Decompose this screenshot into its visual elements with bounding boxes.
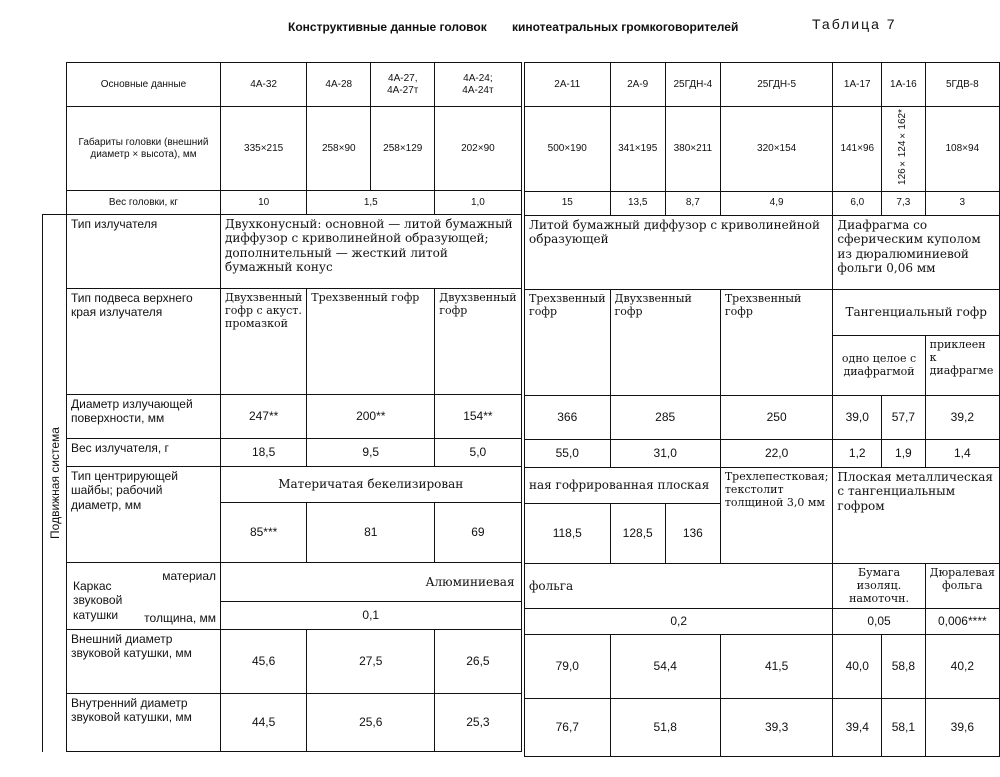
outer-2a11: 79,0 xyxy=(525,634,611,698)
table-title-right: кинотеатральных громкоговорителей xyxy=(512,20,739,34)
frame-thickness-5gdv8: 0,006**** xyxy=(925,608,999,634)
emitter-right-b: Диафрагма со сферическим куполом из дюралюминиевой фольги 0,06 мм xyxy=(833,215,1000,289)
inner-1a16: 58,1 xyxy=(882,698,926,756)
row-label-frame-thickness: толщина, мм xyxy=(144,610,216,625)
row-label-dims: Габариты головки (внешний диаметр × высота), мм xyxy=(67,107,221,191)
model-1a17: 1А-17 xyxy=(833,63,882,107)
diam-4a28-27: 200** xyxy=(307,395,435,439)
row-label-frame-material: материал xyxy=(162,569,216,583)
dims-4a27: 258×129 xyxy=(371,107,435,191)
weight-5gdv8: 3 xyxy=(925,191,999,215)
susp-4a28-27: Трехзвенный гофр xyxy=(307,289,435,395)
inner-1a17: 39,4 xyxy=(833,698,882,756)
frame-thickness-left: 0,1 xyxy=(221,601,522,629)
row-label-frame-cell xyxy=(67,563,221,630)
washer-d-4a24: 69 xyxy=(435,503,521,563)
model-4a27: 4А-27, 4А-27т xyxy=(371,63,435,107)
frame-material-paper: Бумага изоляц. намоточн. xyxy=(833,563,925,608)
row-label-emitter-weight: Вес излучателя, г xyxy=(67,439,221,467)
model-2a9: 2А-9 xyxy=(610,63,665,107)
ew-2a9-25gdn4: 31,0 xyxy=(610,439,720,467)
ew-5gdv8: 1,4 xyxy=(925,439,999,467)
emitter-left: Двухконусный: основной — литой бумажный диффузор с криволинейной образующей; дополнительный — жесткий литой бумажный конус xyxy=(221,215,522,289)
weight-1a17: 6,0 xyxy=(833,191,882,215)
inner-4a24: 25,3 xyxy=(435,694,521,752)
susp-25gdn5: Трехзвенный гофр xyxy=(720,289,833,395)
emitter-right-a: Литой бумажный диффузор с криволинейной образующей xyxy=(525,215,833,289)
diam-4a24: 154** xyxy=(435,395,521,439)
washer-d-2a9: 128,5 xyxy=(610,503,665,563)
inner-2a9-25gdn4: 51,8 xyxy=(610,698,720,756)
dims-2a11: 500×190 xyxy=(525,107,611,192)
susp-4a32: Двухзвенный гофр с акуст. промазкой xyxy=(221,289,307,395)
washer-metal: Плоская металлическая с тангенциальным гофром xyxy=(833,467,1000,563)
washer-type-left: Материчатая бекелизирован xyxy=(221,467,522,503)
inner-5gdv8: 39,6 xyxy=(925,698,999,756)
model-2a11: 2А-11 xyxy=(525,63,611,107)
row-label-washer: Тип центрирующей шайбы; рабочий диаметр, мм xyxy=(67,467,221,563)
dims-1a16-cell xyxy=(882,107,926,192)
spec-table-left xyxy=(42,62,522,752)
washer-type-right: ная гофрированная плоская xyxy=(525,467,721,503)
ew-4a28-27: 9,5 xyxy=(307,439,435,467)
row-label-inner-d: Внутренний диаметр звуковой катушки, мм xyxy=(67,694,221,752)
inner-4a32: 44,5 xyxy=(221,694,307,752)
frame-thickness-right: 0,2 xyxy=(525,608,833,634)
ew-2a11: 55,0 xyxy=(525,439,611,467)
ew-1a17: 1,2 xyxy=(833,439,882,467)
dims-5gdv8: 108×94 xyxy=(925,107,999,192)
model-4a24: 4А-24; 4А-24т xyxy=(435,63,521,107)
row-label-weight: Вес головки, кг xyxy=(67,191,221,215)
inner-2a11: 76,7 xyxy=(525,698,611,756)
susp-2a11: Трехзвенный гофр xyxy=(525,289,611,395)
diam-25gdn5: 250 xyxy=(720,395,833,439)
weight-4a24: 1,0 xyxy=(435,191,521,215)
outer-4a32: 45,6 xyxy=(221,630,307,694)
side-label: Подвижная система xyxy=(47,427,62,540)
row-label-suspension: Тип подвеса верхнего края излучателя xyxy=(67,289,221,395)
diam-5gdv8: 39,2 xyxy=(925,395,999,439)
dims-1a17: 141×96 xyxy=(833,107,882,192)
outer-4a28-27: 27,5 xyxy=(307,630,435,694)
dims-1a16: 126×124×162* xyxy=(897,109,909,185)
model-25gdn4: 25ГДН-4 xyxy=(665,63,720,107)
dims-4a24: 202×90 xyxy=(435,107,521,191)
weight-2a11: 15 xyxy=(525,191,611,215)
dims-4a28: 258×90 xyxy=(307,107,371,191)
model-25gdn5: 25ГДН-5 xyxy=(720,63,833,107)
ew-1a16: 1,9 xyxy=(882,439,926,467)
model-5gdv8: 5ГДВ-8 xyxy=(925,63,999,107)
row-label-basic: Основные данные xyxy=(67,63,221,107)
susp-1a17-16: одно целое с диафрагмой xyxy=(833,335,925,395)
washer-d-25gdn4: 136 xyxy=(665,503,720,563)
diam-2a11: 366 xyxy=(525,395,611,439)
row-label-emitter-type: Тип излучателя xyxy=(67,215,221,289)
weight-4a32: 10 xyxy=(221,191,307,215)
outer-2a9-25gdn4: 54,4 xyxy=(610,634,720,698)
dims-4a32: 335×215 xyxy=(221,107,307,191)
outer-5gdv8: 40,2 xyxy=(925,634,999,698)
ew-25gdn5: 22,0 xyxy=(720,439,833,467)
side-label-cell xyxy=(43,215,67,752)
row-label-frame: Каркас звуковой катушки xyxy=(73,579,123,622)
washer-d-2a11: 118,5 xyxy=(525,503,611,563)
washer-textolite: Трехлепестковая; текстолит толщиной 3,0 мм xyxy=(720,467,833,563)
ew-4a24: 5,0 xyxy=(435,439,521,467)
diam-1a17: 39,0 xyxy=(833,395,882,439)
frame-thickness-1a: 0,05 xyxy=(833,608,925,634)
weight-1a16: 7,3 xyxy=(882,191,926,215)
inner-25gdn5: 39,3 xyxy=(720,698,833,756)
table-title-left: Конструктивные данные головок xyxy=(288,20,487,34)
washer-d-4a32: 85*** xyxy=(221,503,307,563)
outer-1a16: 58,8 xyxy=(882,634,926,698)
inner-4a28-27: 25,6 xyxy=(307,694,435,752)
diam-2a9-25gdn4: 285 xyxy=(610,395,720,439)
susp-5gdv8: приклеен к диафрагме xyxy=(925,335,999,395)
outer-1a17: 40,0 xyxy=(833,634,882,698)
outer-25gdn5: 41,5 xyxy=(720,634,833,698)
susp-2a9-25gdn4: Двухзвенный гофр xyxy=(610,289,720,395)
outer-4a24: 26,5 xyxy=(435,630,521,694)
ew-4a32: 18,5 xyxy=(221,439,307,467)
weight-25gdn5: 4,9 xyxy=(720,191,833,215)
model-4a32: 4А-32 xyxy=(221,63,307,107)
susp-4a24: Двухзвенный гофр xyxy=(435,289,521,395)
dims-25gdn4: 380×211 xyxy=(665,107,720,192)
row-label-diameter: Диаметр излучающей поверхности, мм xyxy=(67,395,221,439)
row-label-outer-d: Внешний диаметр звуковой катушки, мм xyxy=(67,630,221,694)
table-number: Таблица 7 xyxy=(812,16,897,32)
frame-material-right: фольга xyxy=(525,563,833,608)
model-4a28: 4А-28 xyxy=(307,63,371,107)
washer-d-4a28-27: 81 xyxy=(307,503,435,563)
model-1a16: 1А-16 xyxy=(882,63,926,107)
diam-4a32: 247** xyxy=(221,395,307,439)
dims-25gdn5: 320×154 xyxy=(720,107,833,192)
weight-25gdn4: 8,7 xyxy=(665,191,720,215)
susp-tangential: Тангенциальный гофр xyxy=(833,289,1000,335)
frame-material-dural: Дюралевая фольга xyxy=(925,563,999,608)
diam-1a16: 57,7 xyxy=(882,395,926,439)
weight-2a9: 13,5 xyxy=(610,191,665,215)
frame-material-left: Алюминиевая xyxy=(221,563,522,602)
weight-4a28-27: 1,5 xyxy=(307,191,435,215)
dims-2a9: 341×195 xyxy=(610,107,665,192)
spec-table-right xyxy=(524,62,1000,757)
